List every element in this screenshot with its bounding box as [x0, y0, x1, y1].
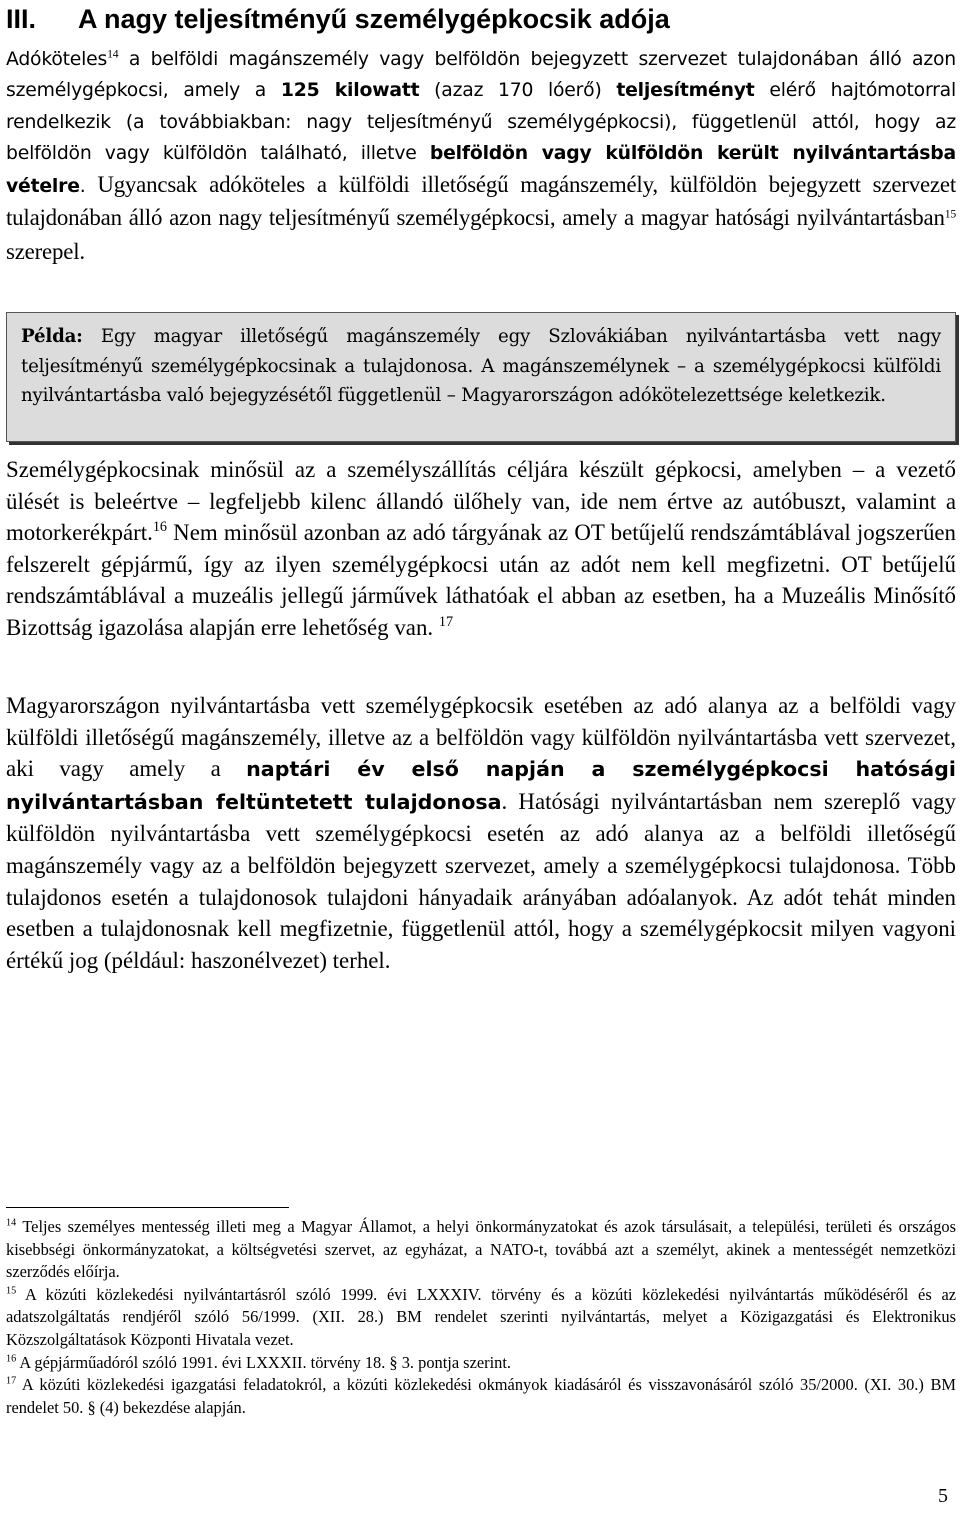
footnote-text: A gépjárműadóról szóló 1991. évi LXXXII. törvény 18. § 3. pontja szerint.: [19, 1352, 511, 1372]
text-run: . Hatósági nyilvántartásban nem szereplő vagy külföldön nyilvántartásba vett személygépkocsi esetén az adó alanya az a belföldi illetőségű magánszemély vagy az a belföldön bejegyzett szervezet, amely a személygépkocsi tulajdonosa. Több tulajdonos esetén a tulajdonosok tulajdoni hányadaik arányában adóalanyok. Az adót tehát minden esetben a tulajdonosnak kell megfizetnie, függetlenül attól, hogy a személygépkocsit milyen vagyoni értékű jog (például: haszonélvezet) terhel.: [6, 788, 956, 973]
text-run: Személygépkocsinak minősül az a személyszállítás céljára készült gépkocsi, amelyben – a vezető ülését is beleértve – legfeljebb kilenc állandó ülőhely van, ide nem értve az autóbuszt, valamint a motorkerékpárt.: [6, 457, 956, 546]
text-run: Magyarországon nyilvántartásba vett személygépkocsik esetében az adó alanya az a belföldi vagy külföldi illetőségű magánszemély, illetve az a belföldön vagy külföldön nyilvántartásba vett szervezet, aki vagy amely a: [6, 693, 956, 782]
example-label: Példa:: [21, 326, 83, 347]
footnote-16: [6, 1352, 956, 1375]
footnote-divider: [6, 1207, 289, 1208]
text-run: elérő hajtómotorral rendelkezik (a továbbiakban: nagy teljesítményű személygépkocsi), függetlenül attól, hogy az belföldön vagy külföldön található, illetve: [6, 80, 957, 164]
footnote-number: 15: [6, 1285, 17, 1297]
text-run: (azaz 170 lóerő): [419, 80, 617, 102]
bold-text: naptári év első napján a személygépkocsi hatósági nyilvántartásban feltüntetett tulajdonosa: [6, 757, 956, 814]
text-run: Ugyancsak adóköteles a külföldi illetőségű magánszemély, külföldön bejegyzett szervezet tulajdonában álló azon nagy teljesítményű személygépkocsi, amely a magyar hatósági nyilvántartásban: [6, 172, 956, 231]
bold-text: 125 kilowatt: [280, 80, 420, 102]
text-run: .: [79, 176, 86, 198]
footnote-number: 14: [6, 1217, 17, 1229]
footnote-text: Teljes személyes mentesség illeti meg a Magyar Államot, a helyi önkormányzatokat és azok társulásait, a települési, területi és országos kisebbségi önkormányzatokat, a költségvetési szervet, az egyházat, a NATO-t, továbbá azt a személyt, akinek a mentességét nemzetközi szerződés előírja.: [6, 1217, 956, 1282]
footnote-ref-15[interactable]: 15: [944, 207, 956, 221]
text-run: a belföldi magánszemély vagy belföldön bejegyzett szervezet tulajdonában álló azon személygépkocsi, amely a: [6, 49, 956, 102]
footnote-14: [6, 1216, 956, 1284]
paragraph-taxable: [6, 44, 956, 269]
footnote-15: [6, 1284, 956, 1352]
footnote-number: 17: [6, 1375, 17, 1387]
section-heading: [6, 2, 956, 36]
footnote-ref-17[interactable]: 17: [438, 613, 454, 630]
bold-text: teljesítményt: [616, 80, 755, 102]
footnote-number: 16: [6, 1352, 17, 1364]
footnote-ref-14[interactable]: 14: [107, 47, 119, 61]
footnote-ref-16[interactable]: 16: [152, 518, 168, 535]
footnote-text: A közúti közlekedési nyilvántartásról szóló 1999. évi LXXXIV. törvény és a közúti közlekedési nyilvántartás működéséről és az adatszolgáltatás rendjéről szóló 56/1999. (XII. 28.) BM rendelet szerinti nyilvántartás, melyet a Közigazgatási és Elektronikus Közszolgáltatások Központi Hivatala vezet.: [6, 1284, 956, 1349]
text-run: Nem minősül azonban az adó tárgyának az OT betűjelű rendszámtáblával jogszerűen felszerelt gépjármű, így az ilyen személygépkocsi után az adót nem kell megfizetni. OT betűjelű rendszámtáblával a muzeális jellegű járművek láthatóak el abban az esetben, ha a Muzeális Minősítő Bizottság igazolása alapján erre lehetőség van.: [6, 520, 956, 640]
section-title: A nagy teljesítményű személygépkocsik adója: [78, 4, 670, 34]
example-box: [6, 312, 956, 442]
footnotes: [6, 1216, 956, 1419]
example-text: Egy magyar illetőségű magánszemély egy Szlovákiában nyilvántartásba vett nagy teljesítményű személygépkocsinak a tulajdonosa. A magánszemélynek – a személygépkocsi külföldi nyilvántartásba való bejegyzésétől függetlenül – Magyarországon adókötelezettsége keletkezik.: [21, 326, 941, 406]
footnote-17: [6, 1374, 956, 1419]
section-number: III.: [6, 4, 37, 34]
text-run: szerepel.: [6, 238, 85, 264]
paragraph-definition: [6, 454, 956, 644]
page-number: 5: [938, 1485, 948, 1507]
text-run: Adóköteles: [6, 49, 108, 70]
bold-text: belföldön vagy külföldön került nyilvántartásba vételre: [6, 142, 956, 198]
paragraph-tax-subject: [6, 690, 956, 976]
footnote-text: A közúti közlekedési igazgatási feladatokról, a közúti közlekedési okmányok kiadásáról és visszavonásáról szóló 35/2000. (XI. 30.) BM rendelet 50. § (4) bekezdése alapján.: [6, 1375, 956, 1417]
